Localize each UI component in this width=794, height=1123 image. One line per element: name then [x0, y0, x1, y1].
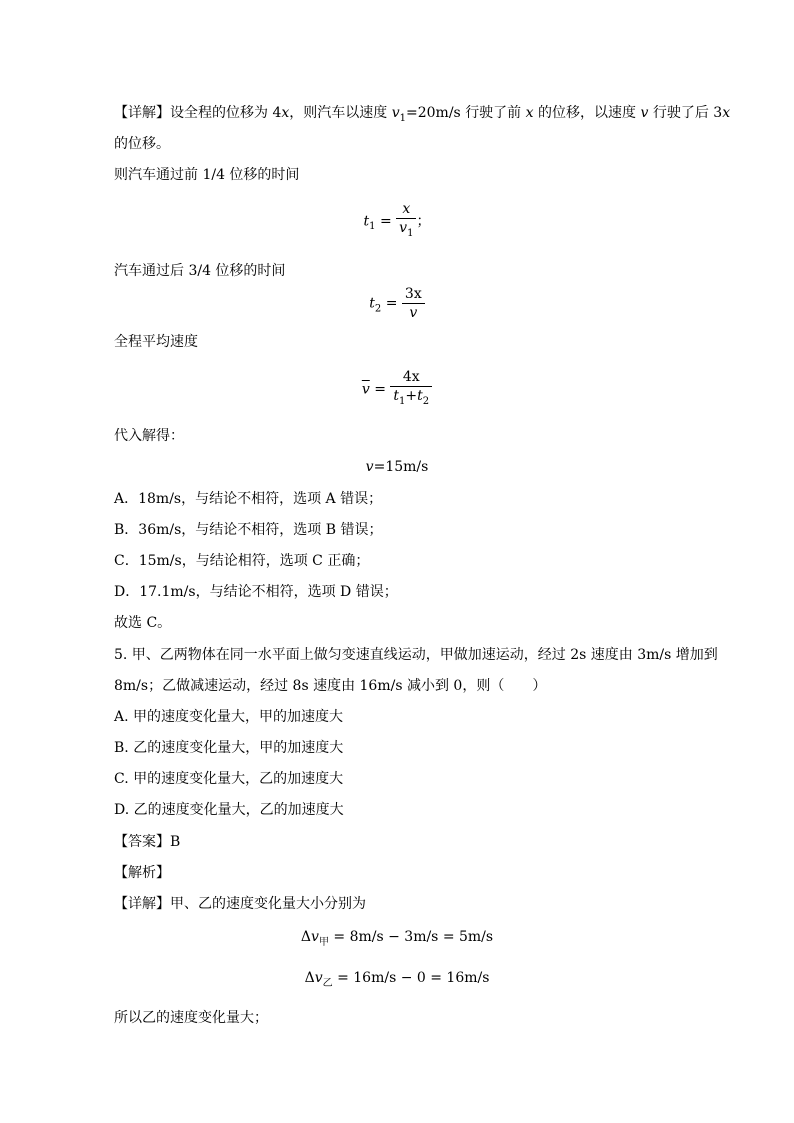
- eq-lhs: t: [369, 295, 375, 312]
- delta-symbol: Δ: [300, 929, 312, 945]
- var-v: v: [391, 105, 400, 121]
- var-x: x: [722, 105, 731, 121]
- semicolon: ；: [416, 213, 431, 230]
- answer: 【答案】B: [114, 834, 181, 850]
- detail-intro: 【详解】甲、乙的速度变化量大小分别为: [114, 896, 366, 912]
- subscript: 1: [399, 395, 406, 407]
- subscript: 1: [407, 227, 414, 239]
- eq-lhs: $\overline{v}$: [361, 381, 370, 398]
- eq-lhs: t: [363, 213, 370, 230]
- result-value: =15m/s: [373, 459, 429, 475]
- var-x: x: [525, 105, 534, 121]
- subscript: 2: [374, 303, 382, 315]
- subscript: 乙: [322, 977, 333, 989]
- question5-stem-line2: 8m/s；乙做减速运动，经过 8s 速度由 16m/s 减小到 0，则（ ）: [114, 678, 547, 694]
- t1-intro: 则汽车通过前 1/4 位移的时间: [114, 167, 300, 183]
- avg-intro: 全程平均速度: [114, 334, 198, 350]
- delta-symbol: Δ: [304, 970, 315, 986]
- equation-average-velocity: [0, 368, 794, 411]
- choice-a: A. 甲的速度变化量大，甲的加速度大: [114, 709, 344, 725]
- var-v: v: [314, 970, 323, 986]
- option-b: B．36m/s，与结论不相符，选项 B 错误；: [114, 522, 383, 538]
- t2-intro: 汽车通过后 3/4 位移的时间: [114, 263, 286, 279]
- denominator: v: [399, 220, 408, 236]
- var-v: v: [640, 105, 649, 121]
- choice-c: C. 甲的速度变化量大，乙的加速度大: [114, 771, 344, 787]
- fraction: [390, 368, 432, 411]
- conclusion: 故选 C。: [114, 615, 172, 631]
- equation-body: = 8m/s − 3m/s = 5m/s: [328, 929, 494, 945]
- equation-delta-v-jia: [0, 927, 794, 953]
- detail-paragraph-line1: [114, 103, 730, 129]
- equation-body: = 16m/s − 0 = 16m/s: [332, 970, 490, 986]
- denominator: [390, 387, 432, 411]
- equation-result: [0, 457, 794, 477]
- subscript: 1: [369, 221, 376, 233]
- choice-b: B. 乙的速度变化量大，甲的加速度大: [114, 740, 344, 756]
- final-statement: 所以乙的速度变化量大；: [114, 1010, 268, 1026]
- numerator: 3x: [402, 285, 425, 304]
- fraction: [402, 285, 425, 322]
- var-t: t: [417, 388, 423, 404]
- equals-sign: =: [379, 213, 392, 230]
- option-d: D．17.1m/s，与结论不相符，选项 D 错误；: [114, 584, 398, 600]
- equation-delta-v-yi: [0, 968, 794, 994]
- detail-paragraph-line2: 的位移。: [114, 136, 170, 152]
- detail-text: 的位移，以速度: [533, 105, 641, 121]
- subscript: 甲: [318, 936, 329, 948]
- equals-sign: =: [385, 295, 398, 312]
- question5-stem-line1: 5. 甲、乙两物体在同一水平面上做匀变速直线运动，甲做加速运动，经过 2s 速度由 3m/s 增加到: [114, 647, 718, 663]
- solve-intro: 代入解得：: [114, 428, 184, 444]
- equals-sign: =: [374, 381, 386, 398]
- detail-text: 【详解】设全程的位移为 4: [114, 105, 282, 121]
- option-c: C．15m/s，与结论相符，选项 C 正确；: [114, 553, 370, 569]
- option-a: A．18m/s，与结论不相符，选项 A 错误；: [114, 491, 383, 507]
- var-x: x: [281, 105, 290, 121]
- detail-text: =20m/s 行驶了前: [406, 105, 526, 121]
- denominator: v: [409, 305, 418, 321]
- subscript: 2: [422, 395, 430, 407]
- numerator: x: [402, 201, 411, 217]
- detail-text: ，则汽车以速度: [289, 105, 392, 121]
- var-v: v: [311, 929, 319, 945]
- plus-sign: +: [405, 388, 418, 404]
- fraction: [396, 200, 416, 243]
- subscript: 1: [399, 112, 407, 124]
- detail-text: 行驶了后 3: [648, 105, 723, 121]
- var-t: t: [393, 388, 400, 404]
- analysis-label: 【解析】: [114, 865, 170, 881]
- equation-t1: [0, 200, 794, 243]
- numerator: 4x: [390, 368, 432, 387]
- choice-d: D. 乙的速度变化量大，乙的加速度大: [114, 802, 344, 818]
- var-v: v: [365, 459, 374, 475]
- equation-t2: [0, 285, 794, 322]
